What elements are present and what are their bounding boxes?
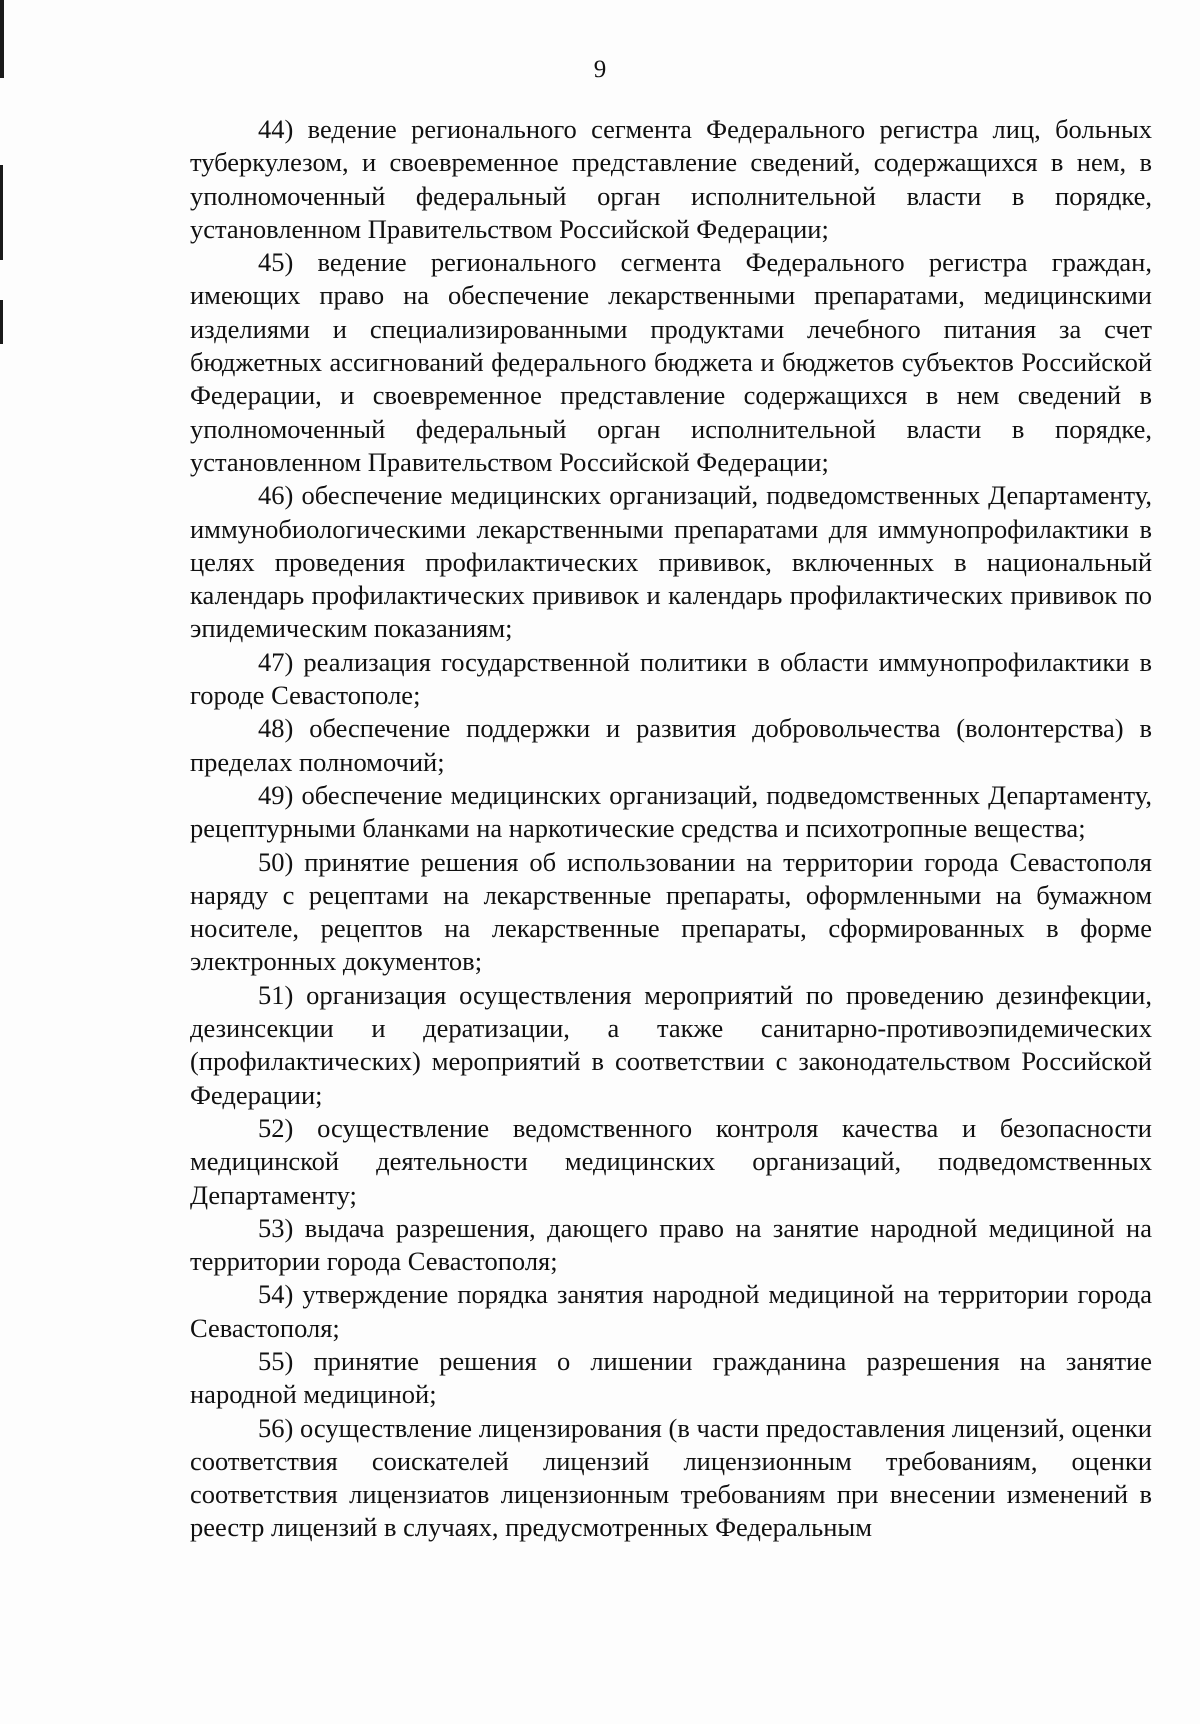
document-body	[190, 113, 1152, 1545]
list-item-48: 48) обеспечение поддержки и развития добровольчества (волонтерства) в пределах полномочий;	[190, 713, 1152, 777]
list-item-54: 54) утверждение порядка занятия народной медициной на территории города Севастополя;	[190, 1279, 1152, 1343]
page-number: 9	[593, 56, 607, 83]
list-item-46: 46) обеспечение медицинских организаций, подведомственных Департаменту, иммунобиологическими лекарственными препаратами для иммунопрофилактики в целях проведения профилактических прививок, включенных в национальный календарь профилактических прививок и календарь профилактических прививок по эпидемическим показаниям;	[190, 480, 1152, 644]
list-item-44: 44) ведение регионального сегмента Федерального регистра лиц, больных туберкулезом, и своевременное представление сведений, содержащихся в нем, в уполномоченный федеральный орган исполнительной власти в порядке, установленном Правительством Российской Федерации;	[190, 114, 1152, 244]
list-item-45: 45) ведение регионального сегмента Федерального регистра граждан, имеющих право на обеспечение лекарственными препаратами, медицинскими изделиями и специализированными продуктами лечебного питания за счет бюджетных ассигнований федерального бюджета и бюджетов субъектов Российской Федерации, и своевременное представление содержащихся в нем сведений в уполномоченный федеральный орган исполнительной власти в порядке, установленном Правительством Российской Федерации;	[190, 247, 1152, 477]
list-item-51: 51) организация осуществления мероприятий по проведению дезинфекции, дезинсекции и дератизации, а также санитарно-противоэпидемических (профилактических) мероприятий в соответствии с законодательством Российской Федерации;	[190, 979, 1152, 1110]
list-item-52: 52) осуществление ведомственного контроля качества и безопасности медицинской деятельности медицинских организаций, подведомственных Департаменту;	[190, 1112, 1152, 1210]
list-item-56: 56) осуществление лицензирования (в части предоставления лицензий, оценки соответствия соискателей лицензий лицензионным требованиям, оценки соответствия лицензиатов лицензионным требованиям при внесении изменений в реестр лицензий в случаях, предусмотренных Федеральным	[190, 1412, 1152, 1543]
list-item-53: 53) выдача разрешения, дающего право на занятие народной медициной на территории города Севастополя;	[190, 1212, 1152, 1277]
list-item-47: 47) реализация государственной политики в области иммунопрофилактики в городе Севастополе;	[190, 646, 1152, 711]
list-item-49: 49) обеспечение медицинских организаций, подведомственных Департаменту, рецептурными бланками на наркотические средства и психотропные вещества;	[190, 779, 1152, 844]
list-item-50: 50) принятие решения об использовании на территории города Севастополя наряду с рецептами на лекарственные препараты, оформленными на бумажном носителе, рецептов на лекарственные препараты, сформированных в форме электронных документов;	[190, 846, 1152, 977]
list-item-55: 55) принятие решения о лишении гражданина разрешения на занятие народной медициной;	[190, 1345, 1152, 1410]
scan-edge-mark	[0, 165, 3, 260]
scan-edge-mark	[0, 300, 3, 344]
